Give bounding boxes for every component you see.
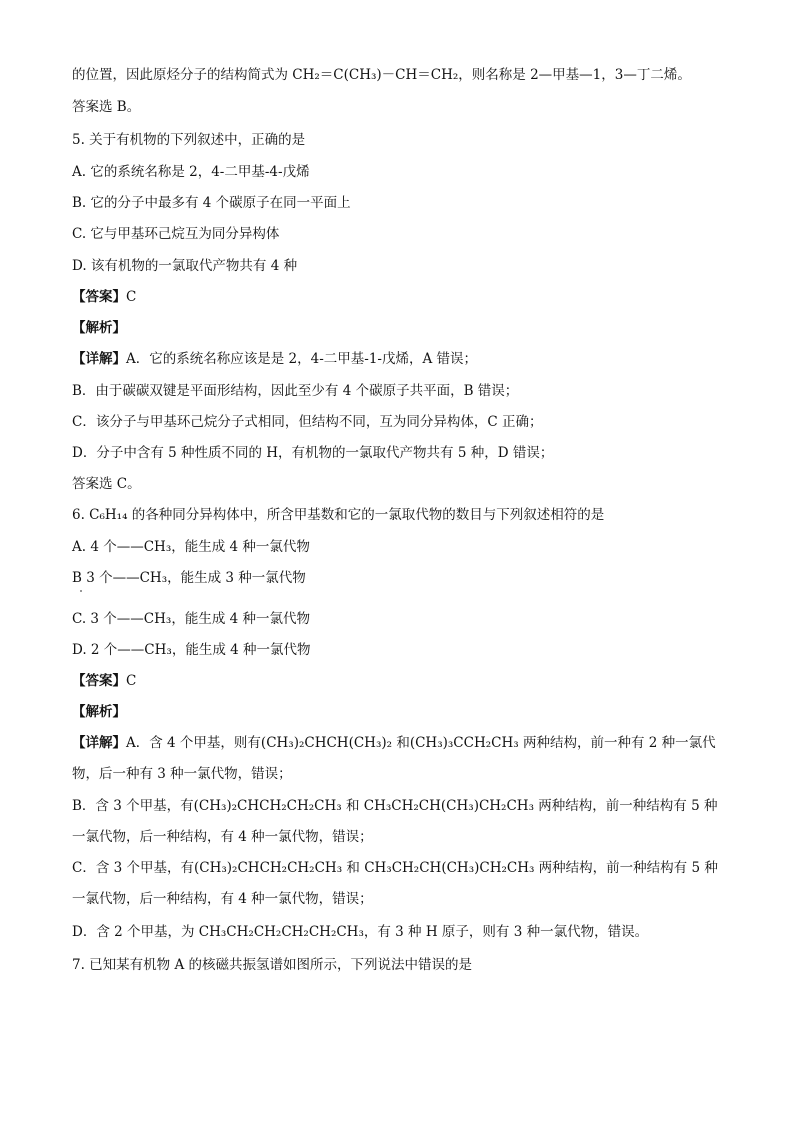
question-6-detail-d: D．含 2 个甲基，为 CH₃CH₂CH₂CH₂CH₂CH₃，有 3 种 H 原子，则有 3 种一氯代物，错误。 xyxy=(72,924,649,940)
question-6-option-c: C. 3 个——CH₃，能生成 4 种一氯代物 xyxy=(72,611,310,627)
answer-value: C xyxy=(126,673,137,689)
question-6-answer xyxy=(72,671,722,691)
question-6-option-a: A. 4 个——CH₃，能生成 4 种一氯代物 xyxy=(72,539,310,555)
question-5-option-b: B. 它的分子中最多有 4 个碳原子在同一平面上 xyxy=(72,195,351,211)
question-5-stem: 5. 关于有机物的下列叙述中，正确的是 xyxy=(72,132,306,148)
question-5-analysis-tag: 【解析】 xyxy=(72,320,126,336)
question-6-stem: 6. C₆H₁₄ 的各种同分异构体中，所含甲基数和它的一氯取代物的数目与下列叙述相符的是 xyxy=(72,507,605,523)
detail-text: A．它的系统名称应该是是 2，4-二甲基-1-戊烯，A 错误； xyxy=(126,351,478,367)
paragraph-previous-answer: 的位置，因此原烃分子的结构简式为 CH₂＝C(CH₃)－CH＝CH₂，则名称是 2—甲基—1，3—丁二烯。 xyxy=(72,67,691,83)
question-5-conclusion: 答案选 C。 xyxy=(72,476,141,492)
question-5-detail-d: D．分子中含有 5 种性质不同的 H，有机物的一氯取代产物共有 5 种，D 错误； xyxy=(72,445,554,461)
detail-tag: 【详解】 xyxy=(72,351,126,367)
question-7-stem: 7. 已知某有机物 A 的核磁共振氢谱如图所示，下列说法中错误的是 xyxy=(72,957,473,973)
question-6-analysis-tag: 【解析】 xyxy=(72,704,126,720)
question-6-detail-b: B．含 3 个甲基，有(CH₃)₂CHCH₂CH₂CH₃ 和 CH₃CH₂CH(CH₃)CH₂CH₃ 两种结构，前一种结构有 5 种一氯代物，后一种结构，有 4 种一氯代物，错误； xyxy=(72,798,718,845)
question-5-option-a: A. 它的系统名称是 2，4-二甲基-4-戊烯 xyxy=(72,164,310,180)
question-6-detail-c: C．含 3 个甲基，有(CH₃)₂CHCH₂CH₂CH₃ 和 CH₃CH₂CH(CH₃)CH₂CH₃ 两种结构，前一种结构有 5 种一氯代物，后一种结构，有 4 种一氯代物，错误； xyxy=(72,860,718,907)
stray-dot xyxy=(80,590,82,592)
answer-choice-line: 答案选 B。 xyxy=(72,99,141,115)
question-5-detail-c: C．该分子与甲基环己烷分子式相同，但结构不同，互为同分异构体，C 正确； xyxy=(72,414,543,430)
question-5-detail-a xyxy=(72,349,722,369)
question-6-detail-a xyxy=(72,728,722,790)
detail-tag: 【详解】 xyxy=(72,735,126,751)
question-5-option-d: D. 该有机物的一氯取代产物共有 4 种 xyxy=(72,258,298,274)
answer-tag: 【答案】 xyxy=(72,289,126,305)
answer-tag: 【答案】 xyxy=(72,673,126,689)
question-6-option-b: B 3 个——CH₃，能生成 3 种一氯代物 xyxy=(72,570,306,586)
question-5-option-c: C. 它与甲基环己烷互为同分异构体 xyxy=(72,226,280,242)
question-6-option-d: D. 2 个——CH₃，能生成 4 种一氯代物 xyxy=(72,642,311,658)
detail-text: A．含 4 个甲基，则有(CH₃)₂CHCH(CH₃)₂ 和(CH₃)₃CCH₂CH₃ 两种结构，前一种有 2 种一氯代物，后一种有 3 种一氯代物，错误； xyxy=(72,735,716,782)
question-5-detail-b: B．由于碳碳双键是平面形结构，因此至少有 4 个碳原子共平面，B 错误； xyxy=(72,383,519,399)
answer-value: C xyxy=(126,289,137,305)
question-5-answer xyxy=(72,287,722,307)
